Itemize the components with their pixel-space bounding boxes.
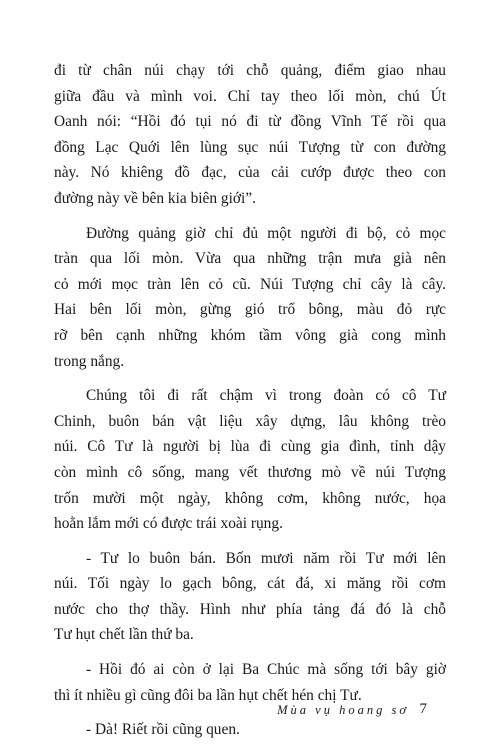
text-line: - Tư lo buôn bán. Bốn mươi năm rồi Tư mới lên (86, 549, 446, 567)
text-line: đường này về bên kia biên giới”. (54, 189, 256, 207)
text-line: núi. Cô Tư là người bị lùa đi cùng gia đình, tỉnh dậy (54, 438, 446, 456)
paragraph-5 (54, 657, 446, 708)
text-line: đi từ chân núi chạy tới chỗ quảng, điểm giao nhau (54, 62, 446, 79)
text-line: - Hồi đó ai còn ở lại Ba Chúc mà sống tới bây giờ (86, 661, 446, 679)
text-line: rỡ bên cạnh những khóm tầm vông già cong mình (54, 326, 446, 344)
text-line: tràn qua lối mòn. Vừa qua những trận mưa già nên (54, 250, 446, 268)
paragraph-3 (54, 383, 446, 537)
text-line: Chúng tôi đi rất chậm vì trong đoàn có cô Tư (86, 387, 446, 405)
text-line: này. Nó khiêng đồ đạc, của cải cướp được theo con (54, 164, 446, 182)
page-body (54, 58, 446, 752)
text-line: giữa đầu và mình voi. Chỉ tay theo lối mòn, chú Út (54, 87, 446, 105)
text-line: trốn mười một ngày, không cơm, không nước, họa (54, 489, 446, 507)
text-line: núi. Tối ngày lo gạch bông, cát đá, xi măng rồi cơm (54, 575, 446, 593)
text-line: Hai bên lối mòn, gừng gió trổ bông, màu đỏ rực (54, 301, 446, 319)
text-line: hoằn lắm mới có được trái xoài rụng. (54, 515, 283, 533)
text-line: cỏ mới mọc tràn lên cỏ cũ. Núi Tượng chỉ cây là cây. (54, 275, 446, 293)
page-footer (0, 703, 491, 723)
text-line: đồng Lạc Quới lên lùng sục núi Tượng từ con đường (54, 138, 446, 156)
text-line: trong nắng. (54, 352, 125, 370)
page-number: 7 (419, 701, 427, 717)
text-line: Đường quảng giờ chỉ đủ một người đi bộ, cỏ mọc (86, 224, 446, 242)
text-line: còn mình cô sống, mang vết thương mò về núi Tượng (54, 463, 446, 481)
running-title: Mùa vụ hoang sơ (277, 703, 409, 717)
text-line: - Dà! Riết rồi cũng quen. (86, 721, 240, 739)
text-line: Oanh nói: “Hồi đó tụi nó đi từ đồng Vĩnh Tế rồi qua (54, 113, 446, 131)
text-line: thì ít nhiều gì cũng đôi ba lần hụt chết hén chị Tư. (54, 686, 362, 704)
text-line: Tư hụt chết lần thứ ba. (54, 626, 194, 644)
paragraph-2 (54, 221, 446, 375)
text-line: Chinh, buôn bán vật liệu xây dựng, lâu không trèo (54, 412, 446, 430)
paragraph-1 (54, 58, 446, 212)
text-line: nước cho thợ thầy. Hình như phía tảng đá đó là chỗ (54, 600, 446, 618)
paragraph-4 (54, 546, 446, 648)
